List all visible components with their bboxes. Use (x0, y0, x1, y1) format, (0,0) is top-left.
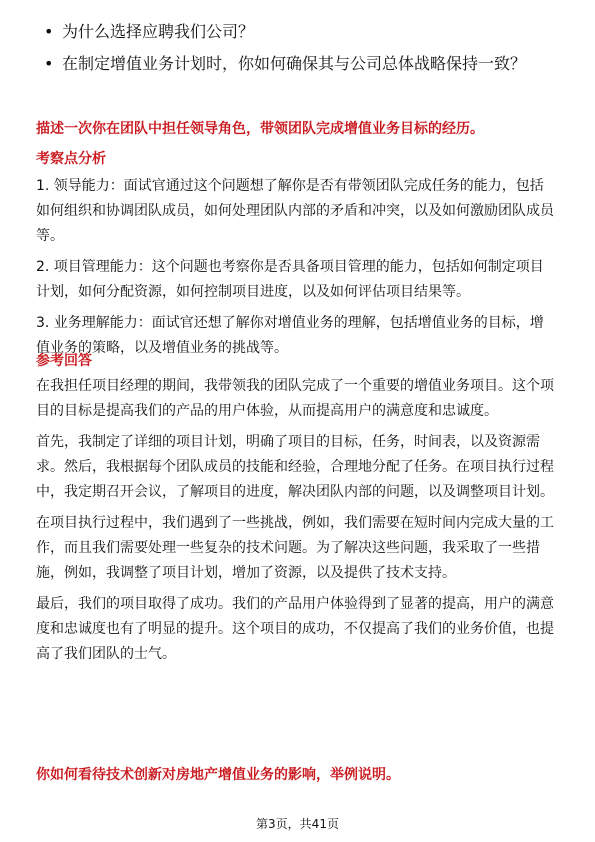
bullet-dot-icon: • (44, 22, 54, 41)
bullet-item (40, 52, 560, 76)
analysis-section (36, 148, 556, 367)
page-number: 第3页，共41页 (256, 817, 339, 831)
answer-paragraph: 最后，我们的项目取得了成功。我们的产品用户体验得到了显著的提高，用户的满意度和忠诚度也有了明显的提升。这个项目的成功，不仅提高了我们的业务价值，也提高了我们团队的士气。 (36, 596, 554, 662)
answer-section (36, 350, 556, 673)
bullet-item (40, 20, 560, 44)
bullet-list (40, 20, 560, 84)
question-section (36, 118, 556, 140)
answer-paragraph: 在项目执行过程中，我们遇到了一些挑战，例如，我们需要在短时间内完成大量的工作，而且我们需要处理一些复杂的技术问题。为了解决这些问题，我采取了一些措施，例如，我调整了项目计划，增加了资源，以及提供了技术支持。 (36, 515, 554, 581)
bullet-dot-icon: • (44, 54, 54, 73)
answer-paragraph: 首先，我制定了详细的项目计划，明确了项目的目标，任务，时间表，以及资源需求。然后，我根据每个团队成员的技能和经验，合理地分配了任务。在项目执行过程中，我定期召开会议，了解项目的进度，解决团队内部的问题，以及调整项目计划。 (36, 434, 554, 500)
analysis-item: 1. 领导能力：面试官通过这个问题想了解你是否有带领团队完成任务的能力，包括如何组织和协调团队成员，如何处理团队内部的矛盾和冲突，以及如何激励团队成员等。 (36, 178, 554, 244)
analysis-item: 2. 项目管理能力：这个问题也考察你是否具备项目管理的能力，包括如何制定项目计划，如何分配资源，如何控制项目进度，以及如何评估项目结果等。 (36, 259, 544, 300)
answer-heading: 参考回答 (36, 353, 92, 369)
answer-paragraph: 在我担任项目经理的期间，我带领我的团队完成了一个重要的增值业务项目。这个项目的目标是提高我们的产品的用户体验，从而提高用户的满意度和忠诚度。 (36, 378, 554, 419)
next-question-section (36, 764, 556, 786)
analysis-item: 3. 业务理解能力：面试官还想了解你对增值业务的理解，包括增值业务的目标，增值业务的策略，以及增值业务的挑战等。 (36, 315, 544, 356)
bullet-text: 在制定增值业务计划时，你如何确保其与公司总体战略保持一致？ (62, 54, 527, 73)
question-title: 描述一次你在团队中担任领导角色，带领团队完成增值业务目标的经历。 (36, 121, 484, 137)
analysis-heading: 考察点分析 (36, 151, 106, 167)
question-title: 你如何看待技术创新对房地产增值业务的影响，举例说明。 (36, 767, 400, 783)
bullet-text: 为什么选择应聘我们公司？ (62, 22, 255, 41)
